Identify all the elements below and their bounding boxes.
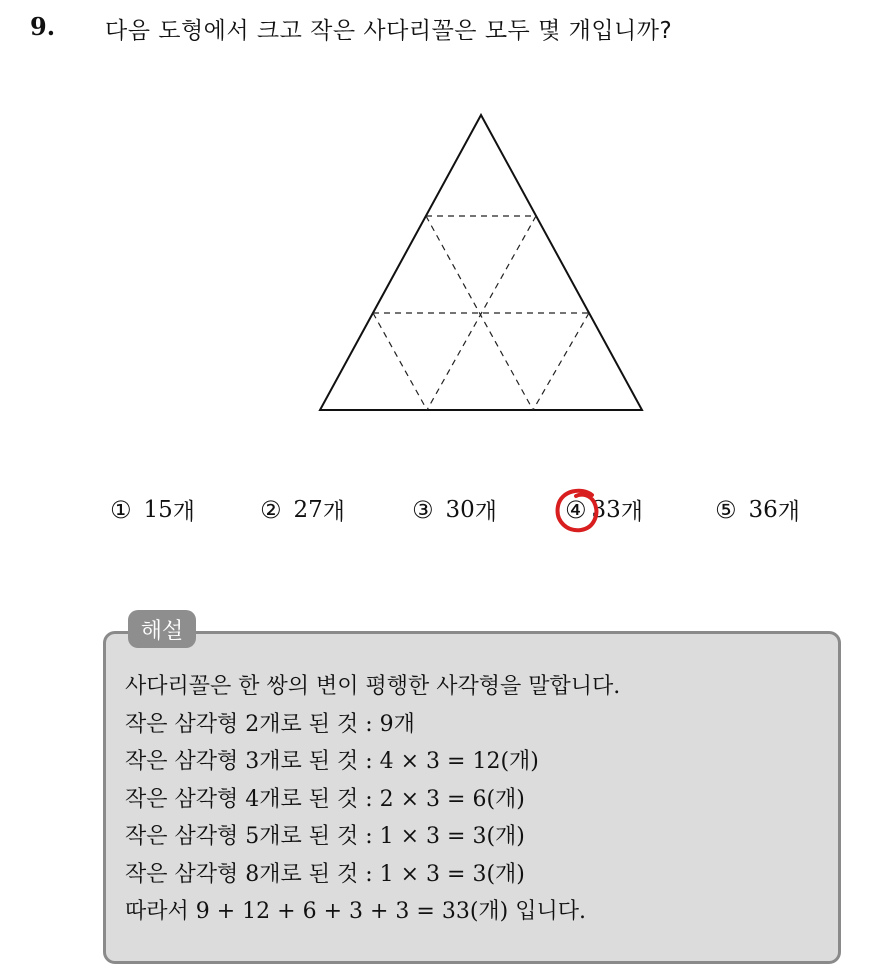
choice-2-unit: 개 [322,499,346,525]
choice-2[interactable] [260,493,345,526]
explanation-line-5: 작은 삼각형 5개로 된 것 : 1 × 3 = 3(개) [125,824,525,849]
choice-3-unit: 개 [474,499,498,525]
explanation-line-3: 작은 삼각형 3개로 된 것 : 4 × 3 = 12(개) [125,749,539,774]
inner-dashed-lines [373,216,589,410]
explanation-line-2: 작은 삼각형 2개로 된 것 : 9개 [125,711,415,737]
explanation-label: 해설 [128,610,196,648]
choice-4-mark: ④ [565,495,587,524]
choice-5-mark: ⑤ [715,495,737,524]
choice-4-value: 33 [591,496,621,523]
choice-1-unit: 개 [172,499,196,525]
explanation-text [125,668,620,931]
answer-circle-mark [552,486,604,538]
explanation-line-7: 따라서 9 + 12 + 6 + 3 + 3 = 33(개) 입니다. [125,899,586,924]
choice-2-value: 27 [293,496,323,523]
question-number: 9. [30,12,56,41]
explanation-line-6: 작은 삼각형 8개로 된 것 : 1 × 3 = 3(개) [125,861,525,887]
choice-5[interactable] [715,493,800,526]
answer-choices [105,493,825,533]
outer-triangle [320,115,642,410]
choice-1-mark: ① [110,495,132,524]
choice-3[interactable] [412,493,497,526]
choice-5-unit: 개 [777,499,801,525]
choice-2-mark: ② [260,495,282,524]
choice-1[interactable] [110,493,195,526]
choice-1-value: 15 [143,496,173,523]
explanation-line-1: 사다리꼴은 한 쌍의 변이 평행한 사각형을 말합니다. [125,674,621,699]
choice-5-value: 36 [748,496,778,523]
choice-4-unit: 개 [620,499,644,525]
choice-3-value: 30 [445,496,475,523]
triangle-figure [0,0,884,480]
explanation-line-4: 작은 삼각형 4개로 된 것 : 2 × 3 = 6(개) [125,786,525,812]
choice-3-mark: ③ [412,495,434,524]
question-text: 다음 도형에서 크고 작은 사다리꼴은 모두 몇 개입니까? [105,18,673,44]
